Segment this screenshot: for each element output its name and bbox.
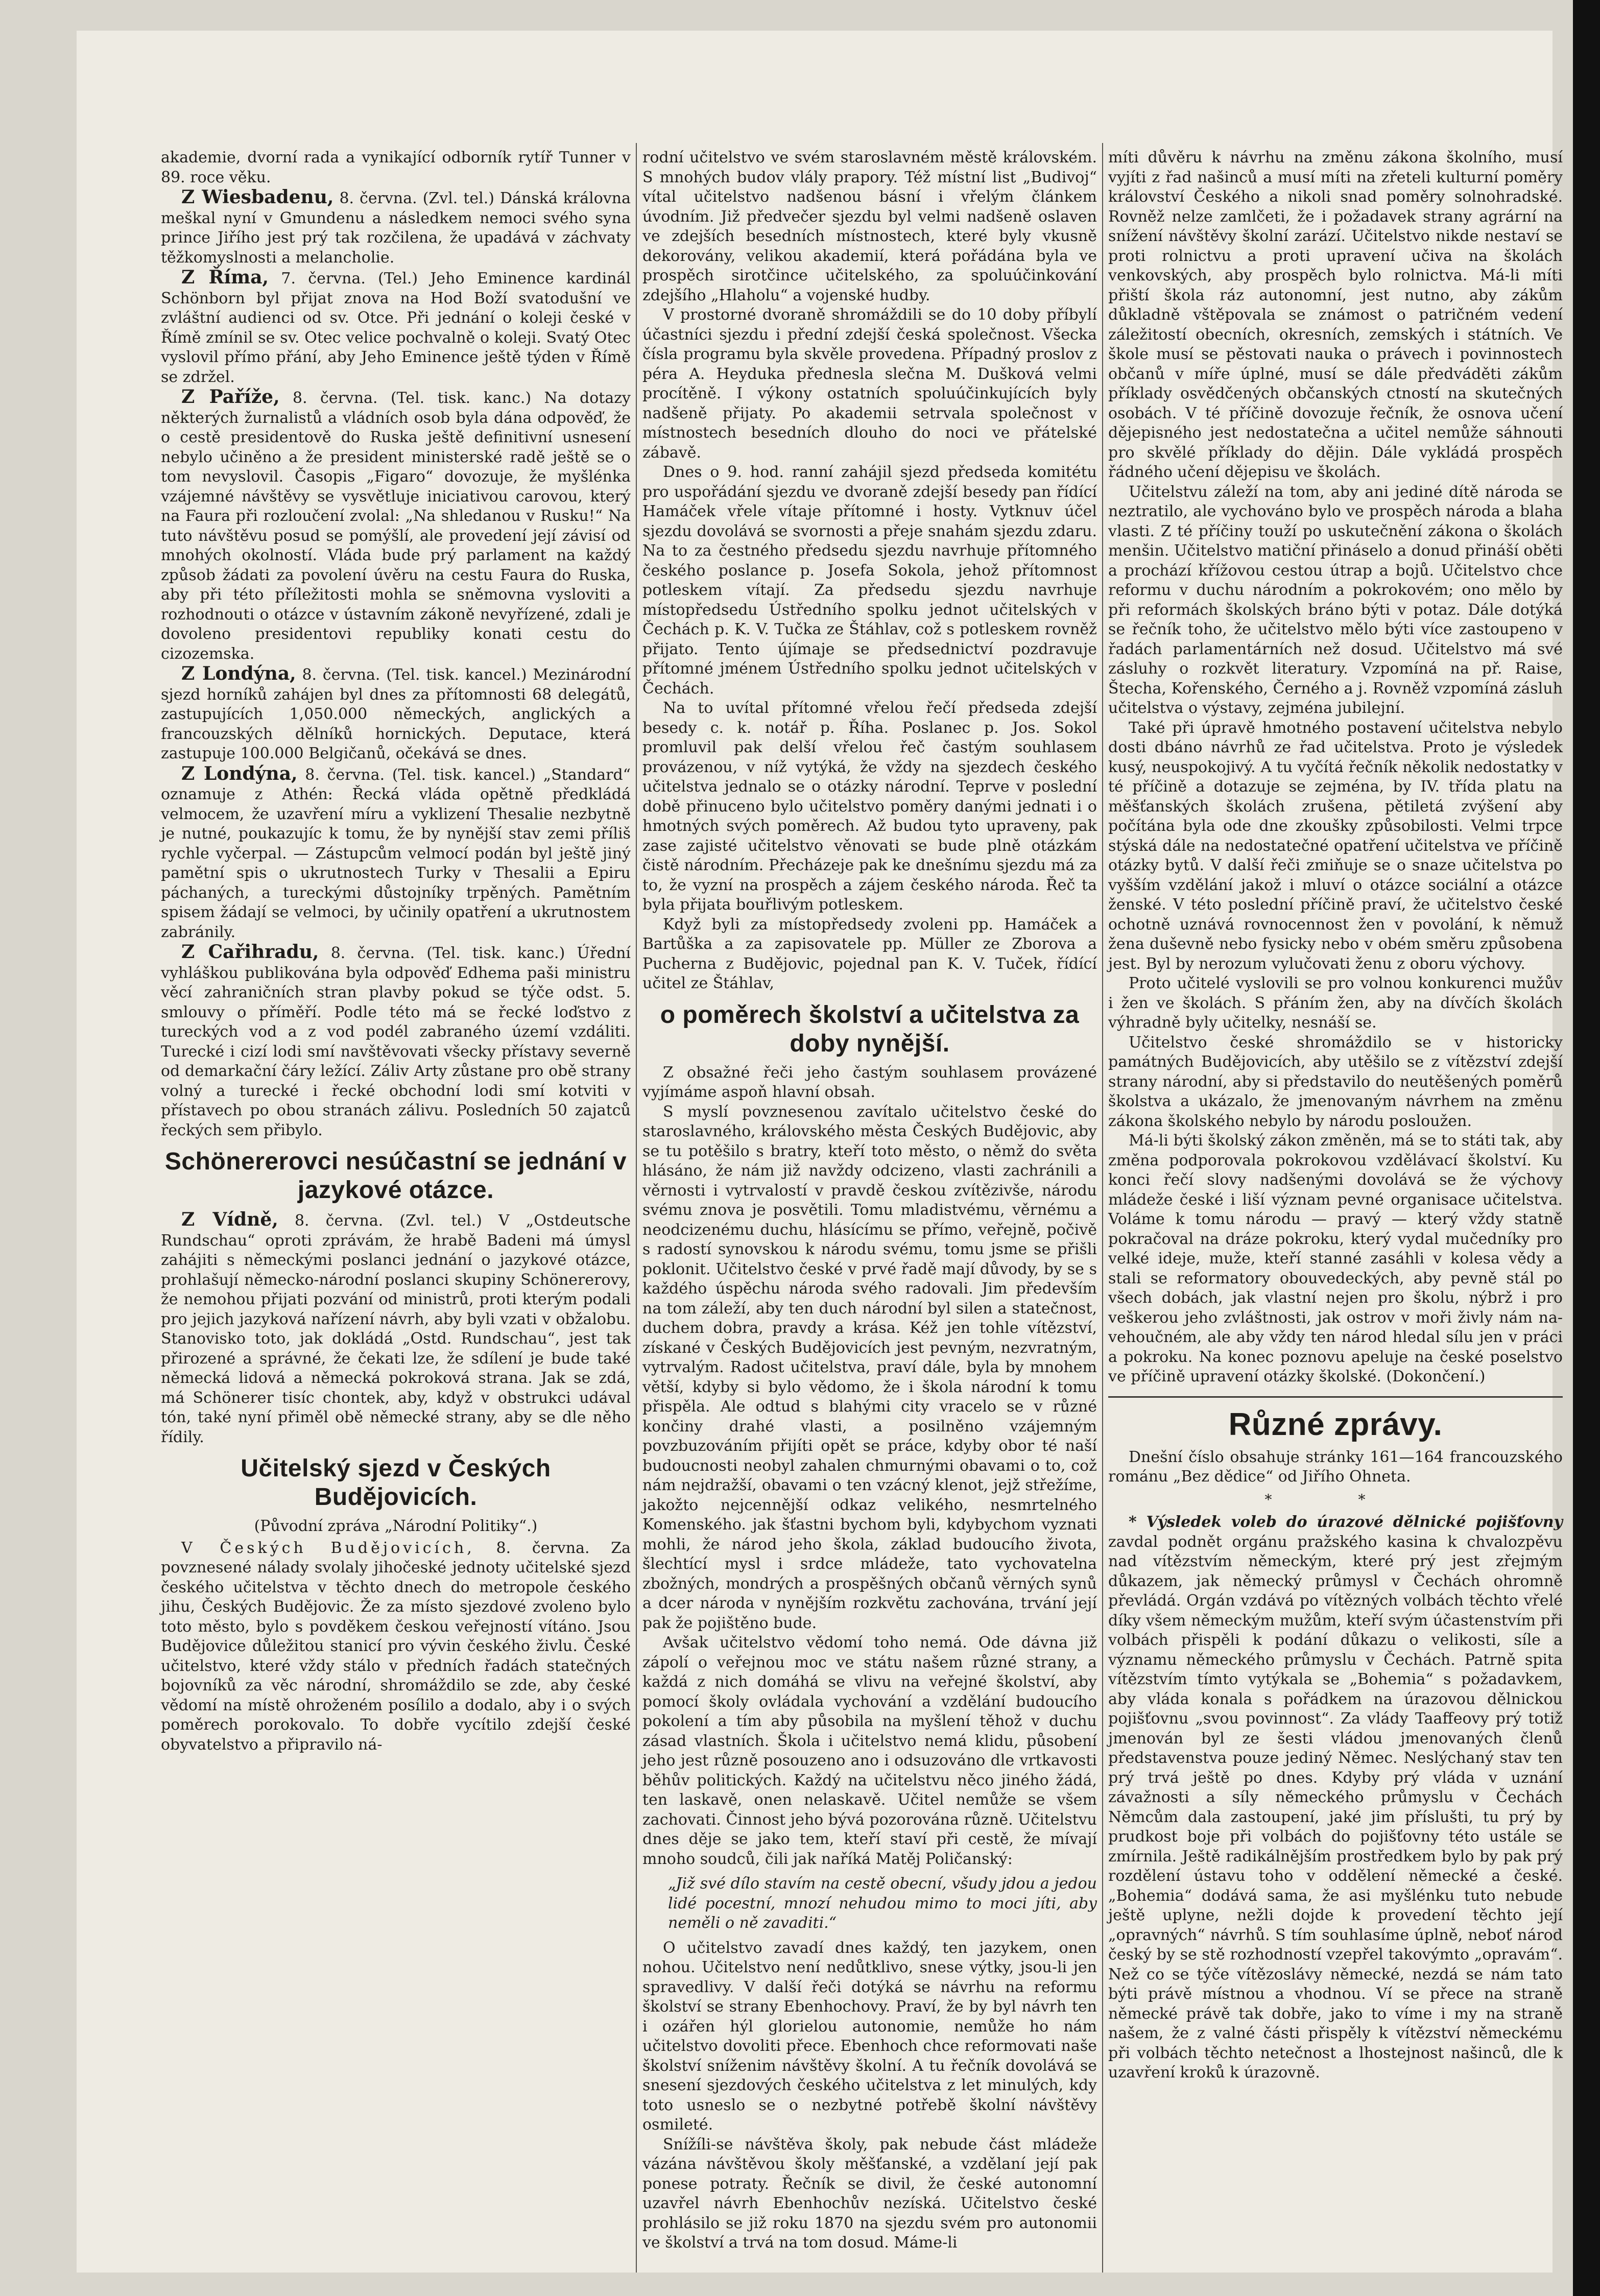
column-rule	[636, 143, 637, 2273]
article-headline: Schönererovci nesúčastní se jednání v jazykové otázce.	[164, 1148, 627, 1204]
news-item	[161, 187, 631, 268]
paragraph: Učitelstvu záleží na tom, aby ani jediné dítě národa se neztratilo, ale vychováno bylo ve prospěch národa a blaha vlasti. Z té příčiny touží po uskutečnění zákona o školách menšin. Učitelstvo matiční přináselo a donud přináší oběti a prochází křížovou cestou útrap a bojů. Učitelstvo chce reformu v duchu národním a pokrokovém; ono mělo by při reformách školských bráno býti v potaz. Dále dotýká se řečník toho, že učitelstvo mělo býti více zastoupeno v řadách parlamentárních než dosud. Učitelstvo má své zásluhy o rozkvět literatury. Vzpomíná na př. Raise, Štecha, Kořenského, Černého a j. Rovněž vzpomíná zásluh učitelstva o výstavy, zejména jubilejní.	[1108, 483, 1563, 717]
section-headline: o poměrech školství a učitelstva za doby nynější.	[660, 1001, 1080, 1057]
paragraph: V prostorné dvoraně shromáždili se do 10 doby příbylí účastníci sjezdu i přední zdejší česká společnost. Všecka čísla programu byla skvěle provedena. Případný proslov z péra A. Heyduka přednesla slečna M. Dušková velmi procítěně. I výkony ostatních spoluúčinkujících byly nadšeně přijaty. Po akademii setrvala společnost v místnostech besedních dlouho do noci ve přátelské zábavě.	[642, 306, 1097, 462]
news-item	[161, 1210, 631, 1447]
news-item	[161, 268, 631, 387]
article-source: (Původní zpráva „Národní Politiky“.)	[254, 1517, 538, 1535]
dateline: Z Říma,	[181, 267, 269, 288]
column-3	[1108, 148, 1563, 2083]
news-text: 8. června. (Zvl. tel.) V „Ostdeutsche Rundschau“ oproti zprávám, že hrabě Badeni má úmysl zahájiti s německými poslanci jednání o jazykové otázce, prohlašují německo-národní poslanci skupiny Schönererovy, že nemohou přijati pozvání od ministrů, proti kterým podali pro jejich jazyková nařízení návrh, aby byli vzati v obžalobu. Stanovisko toto, jak dokládá „Ostd. Rundschau“, jest tak přirozené a správné, že čekati lze, že sdílení je bude také německá lidová a německá pokroková strana. Jak se zdá, má Schönerer tisíc chontek, aby, když v obstrukci udával tón, také nyní přiměl obě německé strany, aby se dle něho řídily.	[161, 1212, 631, 1446]
news-text: 8. června. Za povznesené nálady svolaly jihočeské jednoty učitelské sjezd českého učitelstva v těchto dnech do metropole českého jihu, Českých Budějovic. Že za místo sjezdové zvoleno bylo toto město, bylo s povděkem českou veřejností vítáno. Jsou Budějovice důležitou stanicí pro vývin českého živlu. České učitelstvo, které vždy stálo v předních řadách statečných bojovníků za věc národní, shromáždilo se zde, aby české vědomí na místě ohroženém posílilo a dodalo, aby i o svých poměrech porokovalo. To dobře vycítilo zdejší české obyvatelstvo a připravilo ná-	[161, 1539, 631, 1754]
news-text: 8. června. (Tel. tisk. kanc.) Na dotazy některých žurnalistů a vládních osob byla dána odpověď, že o cestě presidentově do Ruska ještě definitivní usnesení nebylo učiněno a že president ministerské radě ještě se o tom nevyslovil. Časopis „Figaro“ dovozuje, že myšlénka vzájemné návštěvy se vysvětluje iniciativou carovou, který na Faura při rozloučení zvolal: „Na shledanou v Rusku!“ Na tuto návštěvu posud se pomýšlí, ale provedení její závisí od mnohých okolností. Vláda bude prý parlament na každý způsob žádati za povolení úvěru na cestu Faura do Ruska, aby při této příležitosti mohla se sněmovna vysloviti a rozhodnouti o otázce v ústavním zákoně nevyřízené, zdali je dovoleno presidentovi republiky konati cestu do cizozemska.	[161, 389, 631, 663]
column-rule	[1102, 143, 1103, 2273]
article-headline: Učitelský sjezd v Českých Budějovicích.	[241, 1455, 551, 1511]
paragraph: Také při úpravě hmotného postavení učitelstva nebylo dosti dbáno návrhů ze řad učitelstva. Proto je výsledek kusý, neuspokojivý. A tu vyčítá řečník několik nedostatky v té příčině a dotazuje se zejména, by IV. třída platu na měšťanských školách zrušena, pětiletá zvýšení aby počítána byla ode dne zkoušky způsobilosti. Velmi trpce stýská dále na nedostatečné opatření učitelstva ve příčině otázky bytů. V další řeči zmiňuje se o snaze učitelstva po vyšším vzdělání jakož i mluví o otázce sociální a otázce ženské. V této poslední příčině praví, že učitelstvo české ochotně uznává rovnocennost žen v povolání, k němuž žena duševně nebo fysicky nebo v obém směru způsobena jest. Byl by nerozum vylučovati ženu z oboru výchovy.	[1108, 719, 1563, 973]
paragraph: Z obsažné řeči jeho častým souhlasem provázené vyjímáme aspoň hlavní obsah.	[642, 1063, 1097, 1101]
news-item	[161, 942, 631, 1140]
dateline: Z Vídně,	[181, 1209, 278, 1230]
news-item	[161, 1539, 631, 1755]
scan-edge	[1573, 0, 1600, 2296]
paragraph: S myslí povznesenou zavítalo učitelstvo české do staroslavného, královského města Českých Budějovic, aby se tu potěšilo s bratry, kteří toto město, o němž do světa hlásáno, že nám již navždy odcizeno, vlasti zachránili a věrnosti i vytrvalostí v pravdě českou zvítězivše, národu svému znova je posvětili. Tomu mladistvému, věrnému a neodcizenému duchu, hlásícímu se přímo, veřejně, počivě s radostí synovskou k národu svému, tomu jsme se přišli poklonit. Učitelstvo české v prvé řadě mají důvody, by se s každého úspěchu národa svého radovali. Jim především na tom záleží, aby ten duch národní byl silen a statečnost, duchem dobra, pravdy a krása. Kéž jen tohle vítězství, získané v Českých Budějovicích jest pevným, nezvratným, vytrvalým. Radost učitelstva, praví dále, byla by mnohem větší, kdyby si bylo vědomo, že i škola národní k tomu přispěla. Ale odtud s blahými city vracelo se v různé končiny drahé vlasti, a posilněno vzájemným povzbuzováním přijíti opět se práce, kdyby obor té naší budoucnosti neobyl zahalen chmurnými obavami o to, což nám nejdražší, obavami o ten vzácný klenot, jejž střežíme, jakožto nejcennější odkaz velikého, nesmrtelného Komenského. jak šťastni bychom byli, kdybychom vyznati mohli, že národ jeho škola, základ budoucího života, šlechtící mysl i srdce mládeže, tato vychovatelna zbožných, mondrých a prospěšných občanů věrných synů a dcer národa v nynějším rozkvětu zachována, trvání její pak že pojištěno bude.	[642, 1103, 1097, 1632]
paragraph: Dnešní číslo obsahuje stránky 161—164 francouzského románu „Bez dědice“ od Jiřího Ohneta.	[1108, 1448, 1563, 1486]
asterism: * *	[1264, 1491, 1406, 1508]
paragraph: Snížíli-se návštěva školy, pak nebude část mládeže vázána návštěvou školy měšťanské, a vzdělaní její pak ponese potraty. Řečník se divil, že české autonomní uzavřel návrh Ebenhochův nezíská. Učitelstvo české prohlásilo se již roku 1870 na sjezdu svém pro autonomii ve školství a trvá na tom dosud. Máme-li	[642, 2135, 1097, 2252]
paragraph: Proto učitelé vyslovili se pro volnou konkurenci mužův i žen ve školách. S přáním žen, aby na dívčích školách výhradně byly učitelky, nesnáší se.	[1108, 974, 1563, 1032]
news-item	[161, 387, 631, 664]
dateline: Z Cařihradu,	[181, 941, 319, 963]
paragraph: míti důvěru k návrhu na změnu zákona školního, musí vyjíti z řad našinců a musí míti na zřeteli kulturní poměry království Českého a nikoli snad poměry solnohradské. Rovněž nelze zamlčeti, že i požadavek strany agrární na snížení návštěvy školní zarází. Učitelstvo nikde nestaví se proti rolnictvu a proti upravení učiva na školách venkovských, aby prospěch bylo rolnictva. Má-li míti přiští škola ráz autonomní, jest nutno, aby zákům důkladně vštěpovala se známost o patričném vedení záležitostí obecních, okresních, zemských i státních. Ve škole musí se pěstovati nauka o právech i povinnostech občanů v míře úplné, musí se dále předváděti zákům příklady osvědčených občanských ctností na skutečných osobách. V té příčině dovozuje řečník, že osnova učení dějepisného jest nedostatečna a učitel nemůže sáhnouti pro skvělé příklady do dějin. Dále vykládá prospěch řádného učení dějepisu ve školách.	[1108, 149, 1563, 481]
news-item	[161, 764, 631, 943]
news-item	[161, 664, 631, 764]
column-2	[642, 148, 1097, 2253]
paragraph: Má-li býti školský zákon změněn, má se to státi tak, aby změna podporovala pokrokovou vzdělávací školství. Ku konci řečí slovy nadšenými dovolává se že výchovy mládeže české i liší význam pevné organisace učitelstva. Voláme k tomu národu — pravý — který vždy statně pokračoval na dráze pokroku, který vydal mučedníky pro velké ideje, muže, kteří stanné zasáhli v kolesa vědy a stali se reformatory obouvedeckých, aby pevně stál po všech dobách, jak vlastní nejen pro školu, nýbrž i pro veškerou jeho zvláštnosti, jak ostrov v moři živly nám navehoučném, ale aby vždy ten národ hledal sílu jen v práci a pokroku. Na konec poznovu apeluje na české poselstvo ve příčině upravení otázky školské. (Dokončení.)	[1108, 1132, 1563, 1385]
dateline: V Českých Budějovicích,	[181, 1539, 475, 1557]
paragraph: Učitelstvo české shromáždilo se v historicky památných Budějovicích, aby utěšilo se z vítězství zdejší strany národní, aby si představilo do neutěšených poměrů školstva a ukázalo, že jmenovaným návrhem na změnu zákona školského nebylo by národu posloužen.	[1108, 1033, 1563, 1130]
news-item	[1108, 1513, 1563, 2083]
paragraph: Když byli za místopředsedy zvoleni pp. Hamáček a Bartůška a za zapisovatele pp. Müller ze Zborova a Pucherna z Budějovic, pojednal pan K. V. Tuček, řídící učitel ze Štáhlav,	[642, 915, 1097, 992]
news-text: 8. června. (Tel. tisk. kancel.) „Standard“ oznamuje z Athén: Řecká vláda opětně předkládá velmocem, že uzavření míru a vyklizení Thesalie nezbytně je nutné, poukazujíc k tomu, že by nynější stav zemi příliš rychle vyčerpal. — Zástupcům velmocí podán byl ještě jiný pamětní spis o ukrutnostech Turky v Thesalii a Epiru páchaných, a tureckými důstojníky trpěných. Pamětním spisem žádají se velmoci, by učinily opatření a ukrutnostem zabránily.	[161, 766, 631, 941]
section-headline: Různé zprávy.	[1228, 1406, 1443, 1442]
item-lead: * Výsledek voleb do úrazové dělnické pojišťovny	[1129, 1513, 1563, 1531]
dateline: Z Wiesbadenu,	[181, 186, 334, 208]
news-text: 8. června. (Tel. tisk. kanc.) Úřední vyhláškou publikována byla odpověď Edhema paši ministru věcí zahraničních stran plavby pokud se týče odst. 5. smlouvy o příměří. Podle této má se řecké loďstvo z tureckých vod a z vod podél zabraného území vzdáliti. Turecké i cizí lodi smí navštěvovati všecky přístavy severně od demarkační čáry ležící. Záliv Arty zůstane pro obě strany volný a turecké i řecké obchodní lodi smí kotviti v přístavech po obou stranách zálivu. Posledních 50 zajatců řeckých sem přibylo.	[161, 944, 631, 1139]
dateline: Z Londýna,	[181, 762, 298, 784]
column-1	[161, 148, 631, 1755]
news-text: 7. června. (Tel.) Jeho Eminence kardinál Schönborn byl přijat znova na Hod Boží svatodušní ve zvláštní audienci od sv. Otce. Při jednání o koleji české v Římě zmínil se sv. Otec velice pochvalně o koleji. Svatý Otec vyslovil přímo přání, aby Jeho Eminence ještě týden v Římě se zdržel.	[161, 270, 631, 386]
paragraph: akademie, dvorní rada a vynikající odborník rytíř Tunner v 89. roce věku.	[161, 149, 631, 186]
paragraph: rodní učitelstvo ve svém staroslavném městě královském. S mnohých budov vlály prapory. Též místní list „Budivoj“ vítal učitelstvo nadšenou básní i vřelým článkem úvodním. Již předvečer sjezdu byl velmi nadšeně oslaven ve zdejších besedních místnostech, které byly vkusně dekorovány, velikou akademií, která pořádána byla ve prospěch sirotčince učitelského, za spoluúčinkování zdejšího „Hlaholu“ a vojenské hudby.	[642, 149, 1097, 304]
news-text: 8. června. (Zvl. tel.) Dánská královna meškal nyní v Gmundenu a následkem nemoci svého syna prince Jiřího jest prý tak rozčilena, že upadává v záchvaty těžkomyslnosti a melancholie.	[161, 189, 631, 267]
paragraph: Dnes o 9. hod. ranní zahájil sjezd předseda komitétu pro uspořádání sjezdu ve dvoraně zdejší besedy pan řídící Hamáček vřele vítaje přítomné i hosty. Vytknuv účel sjezdu dovolává se svornosti a přeje snahám sjezdu zdaru. Na to za čestného předsedu sjezdu navrhuje přítomného českého poslance p. Josefa Sokola, jehož přítomnost potleskem vítají. Za předsedu sjezdu navrhuje místopředsedu Ústředního spolku jednot učitelských v Čechách p. K. V. Tučka ze Štáhlav, což s potleskem rovněž přijato. Tento újímaje se předsednictví pozdravuje přítomné jménem Ústředního spolku jednot učitelských v Čechách.	[642, 463, 1097, 698]
paragraph: Avšak učitelstvo vědomí toho nemá. Ode dávna již zápolí o veřejnou moc ve státu našem různé strany, a každá z nich domáhá se vlivu na veřejné školství, aby pomocí školy ovládala vychování a vzdělání budoucího pokolení a tím aby působila na myšlení těhož v duchu zásad vlastních. Škola i učitelstvo nemá klidu, působení jeho jest různě posouzeno ano i odsuzováno dle vrtkavosti běhův politických. Každý na učitelstvu něco jiného žádá, ten laskavě, onen nelaskavě. Učitel nemůže se všem zachovati. Činnost jeho bývá pozorována různě. Učitelstvu dnes děje se jako tem, kteří staví při cestě, že mívají mnoho soudců, čili jak naříká Matěj Poličanský:	[642, 1634, 1097, 1868]
news-text: 8. června. (Tel. tisk. kancel.) Mezinárodní sjezd horníků zahájen byl dnes za přítomnosti 68 delegátů, zastupujících 1,050.000 německých, anglických a francouzských dělníků hornických. Deputace, která zastupuje 100.000 Belgičanů, očekává se dnes.	[161, 666, 631, 762]
paragraph: Na to uvítal přítomné vřelou řečí předseda zdejší besedy c. k. notář p. Říha. Poslanec p. Jos. Sokol promluvil pak delší vřelou řeč častým souhlasem provázenou, v níž vytýká, že vždy na sjezdech českého učitelstva jednalo se o otázky národní. Teprve v poslední době přinuceno bylo učitelstvo poměry danými jednati i o hmotných svých poměrech. Až budou tyto upraveny, pak zase zajisté učitelstvo věnovati se bude plně otázkám čistě národním. Přecházeje pak ke dnešnímu sjezdu má za to, že vyzní na prospěch a zájem českého národa. Řeč ta byla přijata bouřlivým potleskem.	[642, 699, 1097, 914]
section-divider	[1108, 1396, 1563, 1398]
dateline: Z Paříže,	[181, 386, 280, 408]
verse-quote: „Již své dílo stavím na cestě obecní, všudy jdou a jedou lidé pocestní, mnozí nehudou mimo to moci jíti, aby neměli o ně zavaditi.“	[668, 1875, 1097, 1932]
paragraph: O učitelstvo zavadí dnes každý, ten jazykem, onen nohou. Učitelstvo není nedůtklivo, snese výtky, jsou-li jen spravedlivy. V další řeči dotýká se návrhu na reformu školství se strany Ebenhochovy. Praví, že by byl návrh ten i ozářen hýl glorielou autonomie, nemůže ho nám učitelstvo dovoliti přece. Ebenhoch chce reformovati naše školství sníženim návštěvy školní. A tu řečník dovolává se snesení sjezdových českého učitelstva z let minulých, kdy toto usneslo se o nezbytné potřebě školní návštěvy osmileté.	[642, 1939, 1097, 2134]
news-text: zavdal podnět orgánu pražského kasina k chvalozpěvu nad vítězstvím německým, které prý jest zřejmým důkazem, jak německý průmysl v Čechách ohromně převládá. Orgán vzdává po vítězných volbách těchto vřelé díky všem německým mužům, kteří svým účastenstvím při volbách přispěli k podání důkazu o velikosti, síle a významu německého průmyslu v Čechách. Patrně spita vítězstvím tímto vytýkala se „Bohemia“ s požadavkem, aby vláda konala s pořádkem na úrazovou dělnickou pojišťovnu „svou povinnost“. Za vlády Taaffeovy prý totiž jmenován byl ze šesti vládou jmenovaných členů představenstva pouze jediný Němec. Neslýchaný stav ten prý trvá ještě po dnes. Kdyby prý vláda v uznání závažnosti a síly německého průmyslu v Čechách Němcům dala zastoupení, jaké jim příslušti, tu prý by prudkost boje při volbách do pojišťovny této ustále se zmírnila. Ještě radikálnějším prostředkem bylo by pak prý rozdělení ústavu toho v oddělení německé a české. „Bohemia“ dodává sama, že asi myšlénku tuto nebude ještě uplyne, nežli dojde k provedení těchto její „opravných“ návrhů. S tím souhlasíme úplně, neboť národ český by se stě rozhodností vzepřel takovýmto „opravám“. Než co se týče vítězoslávy německé, nezdá se nám tato býti právě místnou a vhodnou. Ví se přece na straně německé právě tak dobře, jako to víme i my na straně našem, že z valné části přispěly k vítězství německému při volbách těchto netečnost a lhostejnost našinců, dle k uzavření kroků k úrazovně.	[1108, 1533, 1563, 2082]
dateline: Z Londýna,	[181, 663, 296, 684]
